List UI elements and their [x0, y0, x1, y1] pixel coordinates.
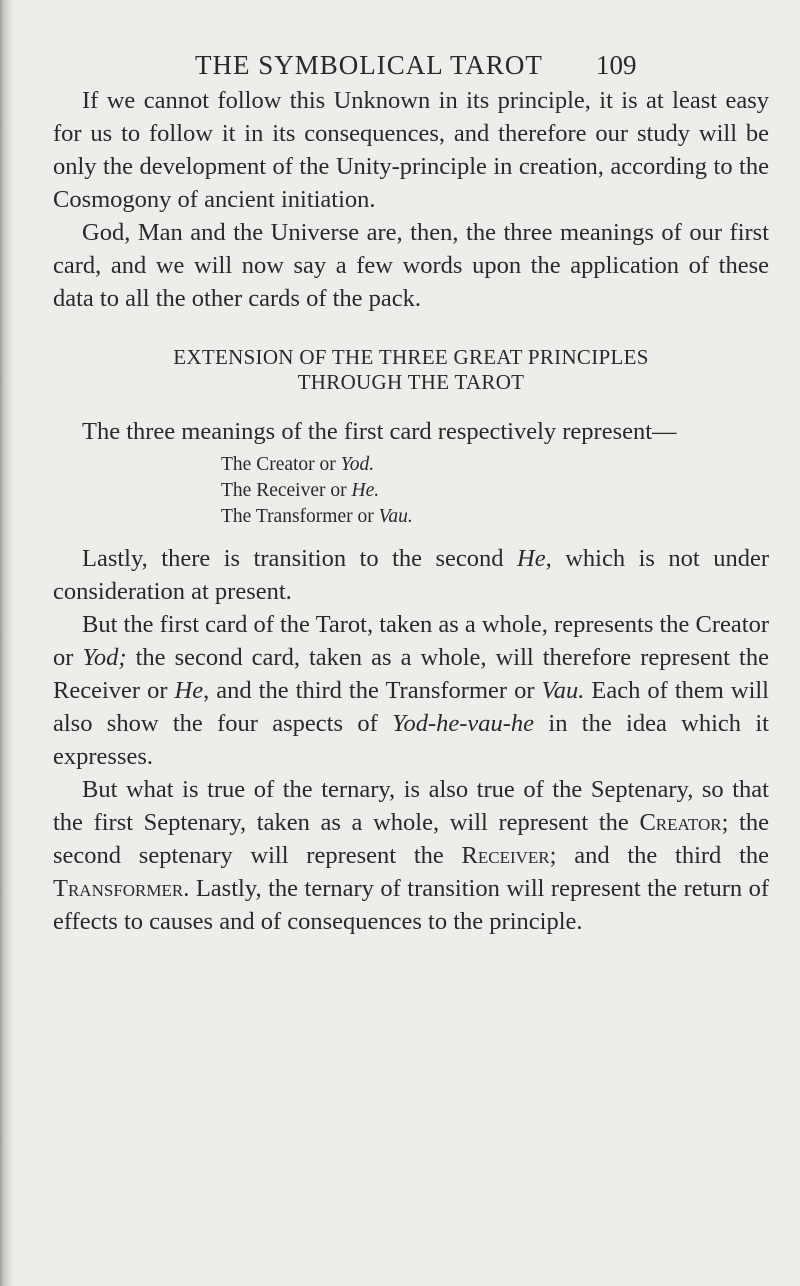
list-item: The Receiver or He. — [221, 480, 380, 501]
paragraph-3: Lastly, there is transition to the second He, which is not under consideration at present. — [53, 545, 769, 605]
section-heading-line-2: THROUGH THE TAROT — [297, 370, 525, 394]
page-edge-shadow — [0, 0, 14, 1286]
page-body — [53, 84, 769, 938]
section-heading — [53, 345, 769, 395]
paragraph-2: God, Man and the Universe are, then, the three meanings of our first card, and we will now say a few words upon the application of these data to all the other cards of the pack. — [53, 219, 769, 312]
paragraph-5: But what is true of the ternary, is also true of the Septenary, so that the first Septenary, taken as a whole, will represent the Creator; the second septenary will represent the Receiver; and the third the Transformer. Lastly, the ternary of transition will represent the return of effects to causes and of consequences to the principle. — [53, 776, 769, 935]
page-number: 109 — [596, 50, 637, 80]
running-head: THE SYMBOLICAL TAROT — [195, 50, 543, 80]
paragraph-1: If we cannot follow this Unknown in its principle, it is at least easy for us to follow it in its consequences, and therefore our study will be only the development of the Unity-principle in creation, according to the Cosmogony of ancient initiation. — [53, 87, 769, 213]
paragraph-4: But the first card of the Tarot, taken as a whole, represents the Creator or Yod; the second card, taken as a whole, will therefore represent the Receiver or He, and the third the Transformer or Vau. Each of them will also show the four aspects of Yod-he-vau-he in the idea which it expresses. — [53, 611, 769, 770]
meanings-list — [221, 452, 769, 530]
list-item: The Transformer or Vau. — [221, 506, 413, 527]
intro-paragraph: The three meanings of the first card respectively represent— — [82, 418, 677, 445]
section-heading-line-1: EXTENSION OF THE THREE GREAT PRINCIPLES — [173, 345, 649, 369]
list-item: The Creator or Yod. — [221, 454, 375, 475]
